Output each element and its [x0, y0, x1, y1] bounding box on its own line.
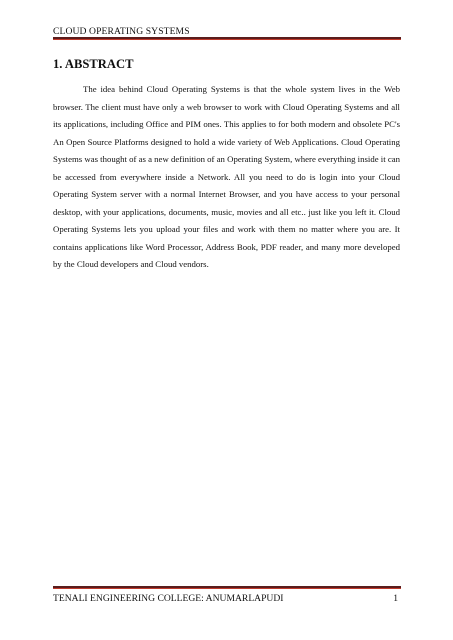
abstract-paragraph: The idea behind Cloud Operating Systems is that the whole system lives in the Web browser. The client must have only a web browser to work with Cloud Operating Systems and all its applications, including Office and PIM ones. This applies to for both modern and obsolete PC's An Open Source Platforms designed to hold a wide variety of Web Applications. Cloud Operating Systems was thought of as a new definition of an Operating System, where everything inside it can be accessed from everywhere inside a Network. All you need to do is login into your Cloud Operating System server with a normal Internet Browser, and you have access to your personal desktop, with your applications, documents, music, movies and all etc.. just like you left it. Cloud Operating Systems lets you upload your files and work with them no matter where you are. It contains applications like Word Processor, Address Book, PDF reader, and many more developed by the Cloud developers and Cloud vendors.	[53, 84, 400, 270]
page-number: 1	[393, 593, 398, 604]
running-header: CLOUD OPERATING SYSTEMS	[53, 26, 190, 37]
running-footer: TENALI ENGINEERING COLLEGE: ANUMARLAPUDI	[53, 593, 284, 604]
section-heading: 1. ABSTRACT	[53, 57, 134, 71]
footer-divider-accent	[53, 588, 401, 589]
header-divider-accent	[53, 39, 401, 40]
